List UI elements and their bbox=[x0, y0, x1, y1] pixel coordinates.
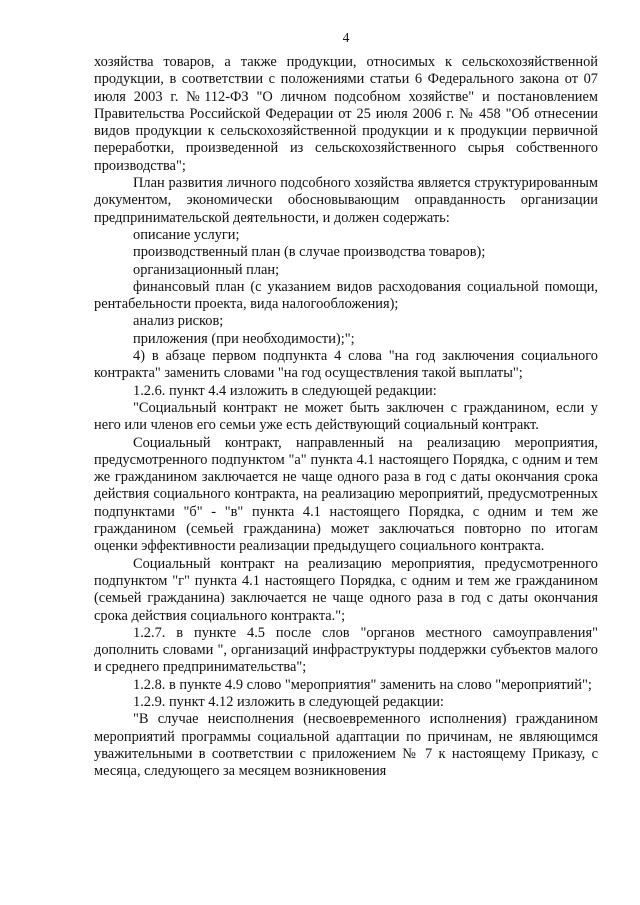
paragraph-continuation: хозяйства товаров, а также продукции, относимых к сельскохозяйственной продукции, в соответствии с положениями статьи 6 Федерального закона от 07 июля 2003 г. №112-ФЗ "О личном подсобном хозяйстве" и постановлением Правительства Российской Федерации от 25 июля 2006 г. № 458 "Об отнесении видов продукции к сельскохозяйственной продукции и к продукции первичной переработки, произведенной из сельскохозяйственного сырья собственного производства"; bbox=[94, 54, 598, 174]
list-item: приложения (при необходимости);"; bbox=[133, 330, 355, 347]
paragraph-1-2-8: 1.2.8. в пункте 4.9 слово "мероприятия" заменить на слово "мероприятий"; bbox=[133, 676, 592, 693]
paragraph-contract-g: Социальный контракт на реализацию мероприятия, предусмотренного подпунктом "г" пункта 4.1 настоящего Порядка, с одним и тем же гражданином (семьей гражданина) заключается не чаще одного раза в год с даты окончания срока действия социального контракта."; bbox=[94, 555, 598, 624]
list-item: организационный план; bbox=[133, 261, 280, 278]
paragraph-1-2-7: 1.2.7. в пункте 4.5 после слов "органов местного самоуправления" дополнить словами ", организаций инфраструктуры поддержки субъектов малого и среднего предпринимательства"; bbox=[94, 624, 598, 676]
paragraph-business-plan: План развития личного подсобного хозяйства является структурированным документом, экономически обосновывающим оправданность организации предпринимательской деятельности, и должен содержать: bbox=[94, 175, 598, 226]
list-item: анализ рисков; bbox=[133, 313, 224, 330]
page-number: 4 bbox=[342, 30, 350, 45]
paragraph-1-2-9: 1.2.9. пункт 4.12 изложить в следующей редакции: bbox=[133, 693, 444, 710]
paragraph-1-2-6: 1.2.6. пункт 4.4 изложить в следующей редакции: bbox=[133, 382, 437, 399]
list-item: описание услуги; bbox=[133, 226, 240, 243]
paragraph-contract-quote: "Социальный контракт не может быть заключен с гражданином, если у него или членов его семьи уже есть действующий социальный контракт. bbox=[94, 399, 598, 434]
paragraph-nonfulfillment: "В случае неисполнения (несвоевременного исполнения) гражданином мероприятий программы социальной адаптации по причинам, не являющимся уважительными в соответствии с приложением № 7 к настоящему Приказу, с месяца, следующего за месяцем возникновения bbox=[94, 711, 598, 780]
list-item: финансовый план (с указанием видов расходования социальной помощи, рентабельности проекта, вида налогообложения); bbox=[94, 278, 598, 313]
paragraph-contract-measures: Социальный контракт, направленный на реализацию мероприятия, предусмотренного подпунктом "а" пункта 4.1 настоящего Порядка, с одним и тем же гражданином заключается не чаще одного раза в год с даты окончания срока действия социального контракта, на реализацию мероприятий, предусмотренных подпунктами "б" - "в" пункта 4.1 настоящего Порядка, с одним и тем же гражданином (семьей гражданина) может заключаться повторно по итогам оценки эффективности реализации предыдущего социального контракта. bbox=[94, 434, 598, 555]
paragraph-subitem-4: 4) в абзаце первом подпункта 4 слова "на год заключения социального контракта" заменить словами "на год осуществления такой выплаты"; bbox=[94, 348, 598, 382]
list-item: производственный план (в случае производства товаров); bbox=[133, 244, 486, 261]
